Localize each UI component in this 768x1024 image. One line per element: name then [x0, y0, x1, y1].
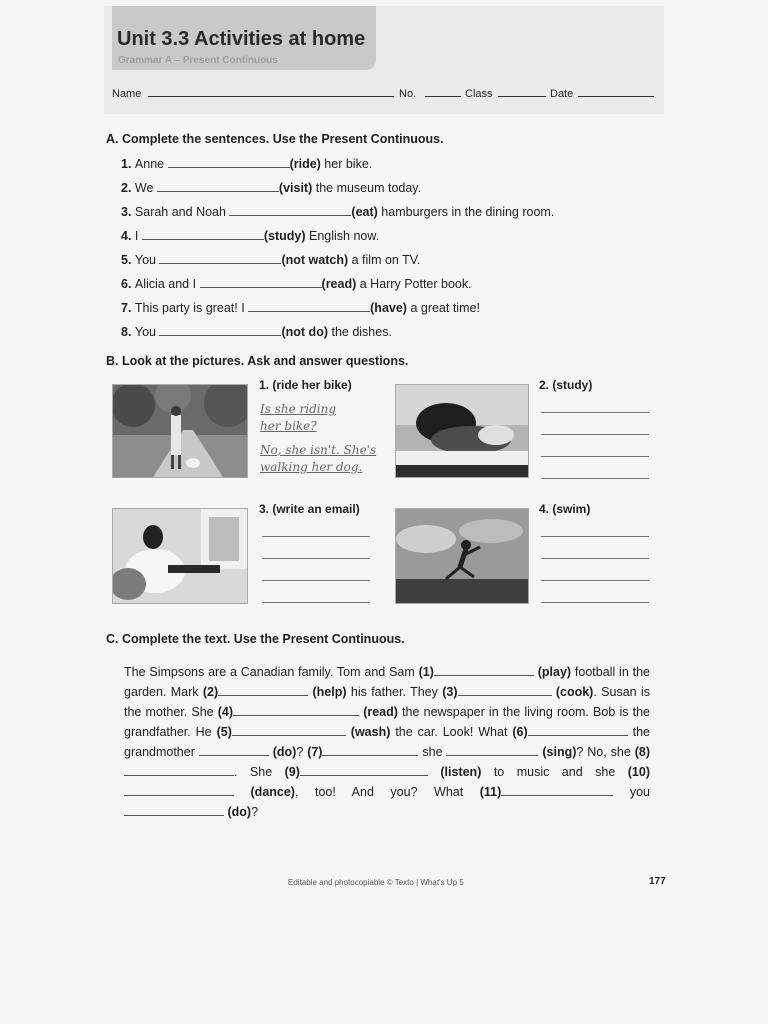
- paragraph-bold: (wash): [345, 725, 391, 739]
- name-label: Name: [112, 88, 142, 100]
- section-a-title: A. Complete the sentences. Use the Present Continuous.: [106, 132, 444, 146]
- paragraph-text: football in the garden. Mark: [124, 665, 650, 699]
- answer-line[interactable]: [541, 601, 649, 603]
- item-verb: (not do): [281, 325, 328, 339]
- photo-man-writing-email: [112, 508, 248, 604]
- answer-blank[interactable]: [446, 744, 538, 756]
- item-verb: (study): [263, 229, 306, 243]
- answer-line[interactable]: [262, 557, 370, 559]
- answer-blank[interactable]: [434, 664, 534, 676]
- answer-blank[interactable]: [218, 684, 308, 696]
- answer-blank[interactable]: [200, 276, 322, 288]
- paragraph-bold: (play): [533, 665, 572, 679]
- example-question-line-1: Is she riding: [260, 402, 337, 416]
- item-verb: (ride): [289, 157, 321, 171]
- paragraph-bold: (read): [359, 705, 398, 719]
- item-text-after: a great time!: [406, 301, 480, 315]
- paragraph-bold: (3): [442, 685, 458, 699]
- paragraph-text: to music and she: [481, 765, 628, 779]
- paragraph-bold: (11): [479, 785, 502, 799]
- answer-line[interactable]: [541, 477, 649, 479]
- paragraph-text: , too! And you? What: [294, 785, 480, 799]
- paragraph-text: ?: [296, 745, 308, 759]
- answer-line[interactable]: [541, 455, 649, 457]
- item-text-before: This party is great! I: [134, 301, 249, 315]
- paragraph-text: you: [613, 785, 650, 799]
- class-field[interactable]: [498, 86, 546, 97]
- name-field[interactable]: [148, 86, 394, 97]
- paragraph-text: . Susan is the mother. She: [124, 685, 650, 719]
- question-3-label: 3. (write an email): [259, 502, 360, 516]
- paragraph-bold: (4): [217, 705, 234, 719]
- answer-line[interactable]: [541, 557, 649, 559]
- item-text-after: a film on TV.: [348, 253, 421, 267]
- answer-line[interactable]: [262, 579, 370, 581]
- answer-blank[interactable]: [124, 764, 234, 776]
- item-text-before: Sarah and Noah: [134, 205, 230, 219]
- answer-line[interactable]: [541, 579, 649, 581]
- exercise-a-item: [121, 300, 480, 315]
- page-number: 177: [649, 876, 666, 887]
- exercise-a-item: [121, 324, 392, 339]
- paragraph-text: the grandmother: [124, 725, 650, 759]
- paragraph-bold: (do): [224, 805, 252, 819]
- photo-woman-walking-dog: [112, 384, 248, 478]
- answer-blank[interactable]: [233, 704, 359, 716]
- item-text-after: the museum today.: [312, 181, 422, 195]
- answer-blank[interactable]: [501, 784, 613, 796]
- date-field[interactable]: [578, 86, 654, 97]
- exercise-a-item: [121, 252, 420, 267]
- item-text-before: You: [134, 253, 160, 267]
- paragraph-text: the car. Look! What: [390, 725, 513, 739]
- answer-blank[interactable]: [528, 724, 628, 736]
- page-title: Unit 3.3 Activities at home: [117, 28, 366, 50]
- answer-blank[interactable]: [229, 204, 351, 216]
- answer-line[interactable]: [541, 433, 649, 435]
- paragraph-bold: (8): [634, 745, 650, 759]
- item-verb: (read): [321, 277, 357, 291]
- paragraph-bold: (10): [627, 765, 650, 779]
- paragraph-bold: (5): [216, 725, 232, 739]
- number-field[interactable]: [425, 86, 461, 97]
- page-subtitle: Grammar A – Present Continuous: [118, 55, 278, 66]
- student-info-row: [112, 88, 660, 104]
- photo-boy-swimming: [395, 508, 529, 604]
- item-number: 2.: [121, 181, 135, 195]
- question-2-label: 2. (study): [539, 378, 593, 392]
- item-text-after: the dishes.: [328, 325, 392, 339]
- item-number: 7.: [121, 301, 135, 315]
- item-text-before: Anne: [134, 157, 168, 171]
- item-text-after: her bike.: [320, 157, 373, 171]
- photo-boy-studying: [395, 384, 529, 478]
- answer-blank[interactable]: [458, 684, 552, 696]
- paragraph-text: the newspaper in the living room. Bob is the grandfather. He: [124, 705, 650, 739]
- answer-blank[interactable]: [322, 744, 418, 756]
- answer-blank[interactable]: [168, 156, 290, 168]
- item-text-after: a Harry Potter book.: [356, 277, 472, 291]
- answer-blank[interactable]: [159, 252, 281, 264]
- item-verb: (not watch): [281, 253, 349, 267]
- footer-credit: Editable and photocopiable © Texto | What's Up 5: [288, 878, 464, 887]
- example-answer-line-1: No, she isn't. She's: [260, 443, 377, 457]
- paragraph-bold: (1): [418, 665, 434, 679]
- paragraph-bold: (dance): [234, 785, 295, 799]
- answer-line[interactable]: [541, 411, 649, 413]
- paragraph-bold: (do): [268, 745, 297, 759]
- item-text-after: hamburgers in the dining room.: [377, 205, 555, 219]
- paragraph-text: his father. They: [346, 685, 443, 699]
- item-verb: (have): [370, 301, 407, 315]
- question-4-label: 4. (swim): [539, 502, 591, 516]
- paragraph-text: The Simpsons are a Canadian family. Tom and Sam: [124, 665, 419, 679]
- answer-blank[interactable]: [199, 744, 269, 756]
- paragraph-text: she: [418, 745, 447, 759]
- answer-blank[interactable]: [300, 764, 428, 776]
- item-verb: (eat): [351, 205, 378, 219]
- answer-blank[interactable]: [232, 724, 346, 736]
- paragraph-bold: (6): [512, 725, 528, 739]
- number-label: No.: [399, 88, 417, 100]
- item-text-before: We: [134, 181, 157, 195]
- answer-blank[interactable]: [124, 784, 234, 796]
- item-number: 8.: [121, 325, 135, 339]
- answer-blank[interactable]: [157, 180, 279, 192]
- section-c-title: C. Complete the text. Use the Present Continuous.: [106, 632, 405, 646]
- paragraph-bold: (cook): [551, 685, 594, 699]
- exercise-a-item: [121, 276, 472, 291]
- paragraph-bold: (listen): [427, 765, 482, 779]
- paragraph-bold: (sing): [538, 745, 577, 759]
- paragraph-bold: (7): [307, 745, 323, 759]
- item-text-after: English now.: [305, 229, 380, 243]
- item-text-before: Alicia and I: [134, 277, 200, 291]
- exercise-a-item: [121, 156, 372, 171]
- exercise-a-item: [121, 180, 421, 195]
- exercise-a-item: [121, 228, 379, 243]
- paragraph-text: ? No, she: [576, 745, 635, 759]
- question-1-label: 1. (ride her bike): [259, 378, 352, 392]
- paragraph-bold: (2): [202, 685, 219, 699]
- item-text-before: I: [134, 229, 142, 243]
- item-number: 5.: [121, 253, 135, 267]
- answer-blank[interactable]: [159, 324, 281, 336]
- item-verb: (visit): [278, 181, 313, 195]
- item-text-before: You: [134, 325, 160, 339]
- answer-blank[interactable]: [124, 804, 224, 816]
- answer-line[interactable]: [262, 535, 370, 537]
- section-c-paragraph: [124, 662, 650, 822]
- paragraph-bold: (help): [308, 685, 347, 699]
- date-label: Date: [550, 88, 574, 100]
- paragraph-text: . She: [234, 765, 285, 779]
- answer-line[interactable]: [262, 601, 370, 603]
- example-answer-line-2: walking her dog.: [260, 460, 363, 474]
- answer-blank[interactable]: [142, 228, 264, 240]
- paragraph-bold: (9): [284, 765, 300, 779]
- exercise-a-item: [121, 204, 554, 219]
- item-number: 3.: [121, 205, 135, 219]
- answer-blank[interactable]: [248, 300, 370, 312]
- item-number: 1.: [121, 157, 135, 171]
- paragraph-text: ?: [251, 805, 259, 819]
- class-label: Class: [465, 88, 493, 100]
- section-b-title: B. Look at the pictures. Ask and answer questions.: [106, 354, 409, 368]
- answer-line[interactable]: [541, 535, 649, 537]
- example-question-line-2: her bike?: [260, 419, 317, 433]
- item-number: 6.: [121, 277, 135, 291]
- item-number: 4.: [121, 229, 135, 243]
